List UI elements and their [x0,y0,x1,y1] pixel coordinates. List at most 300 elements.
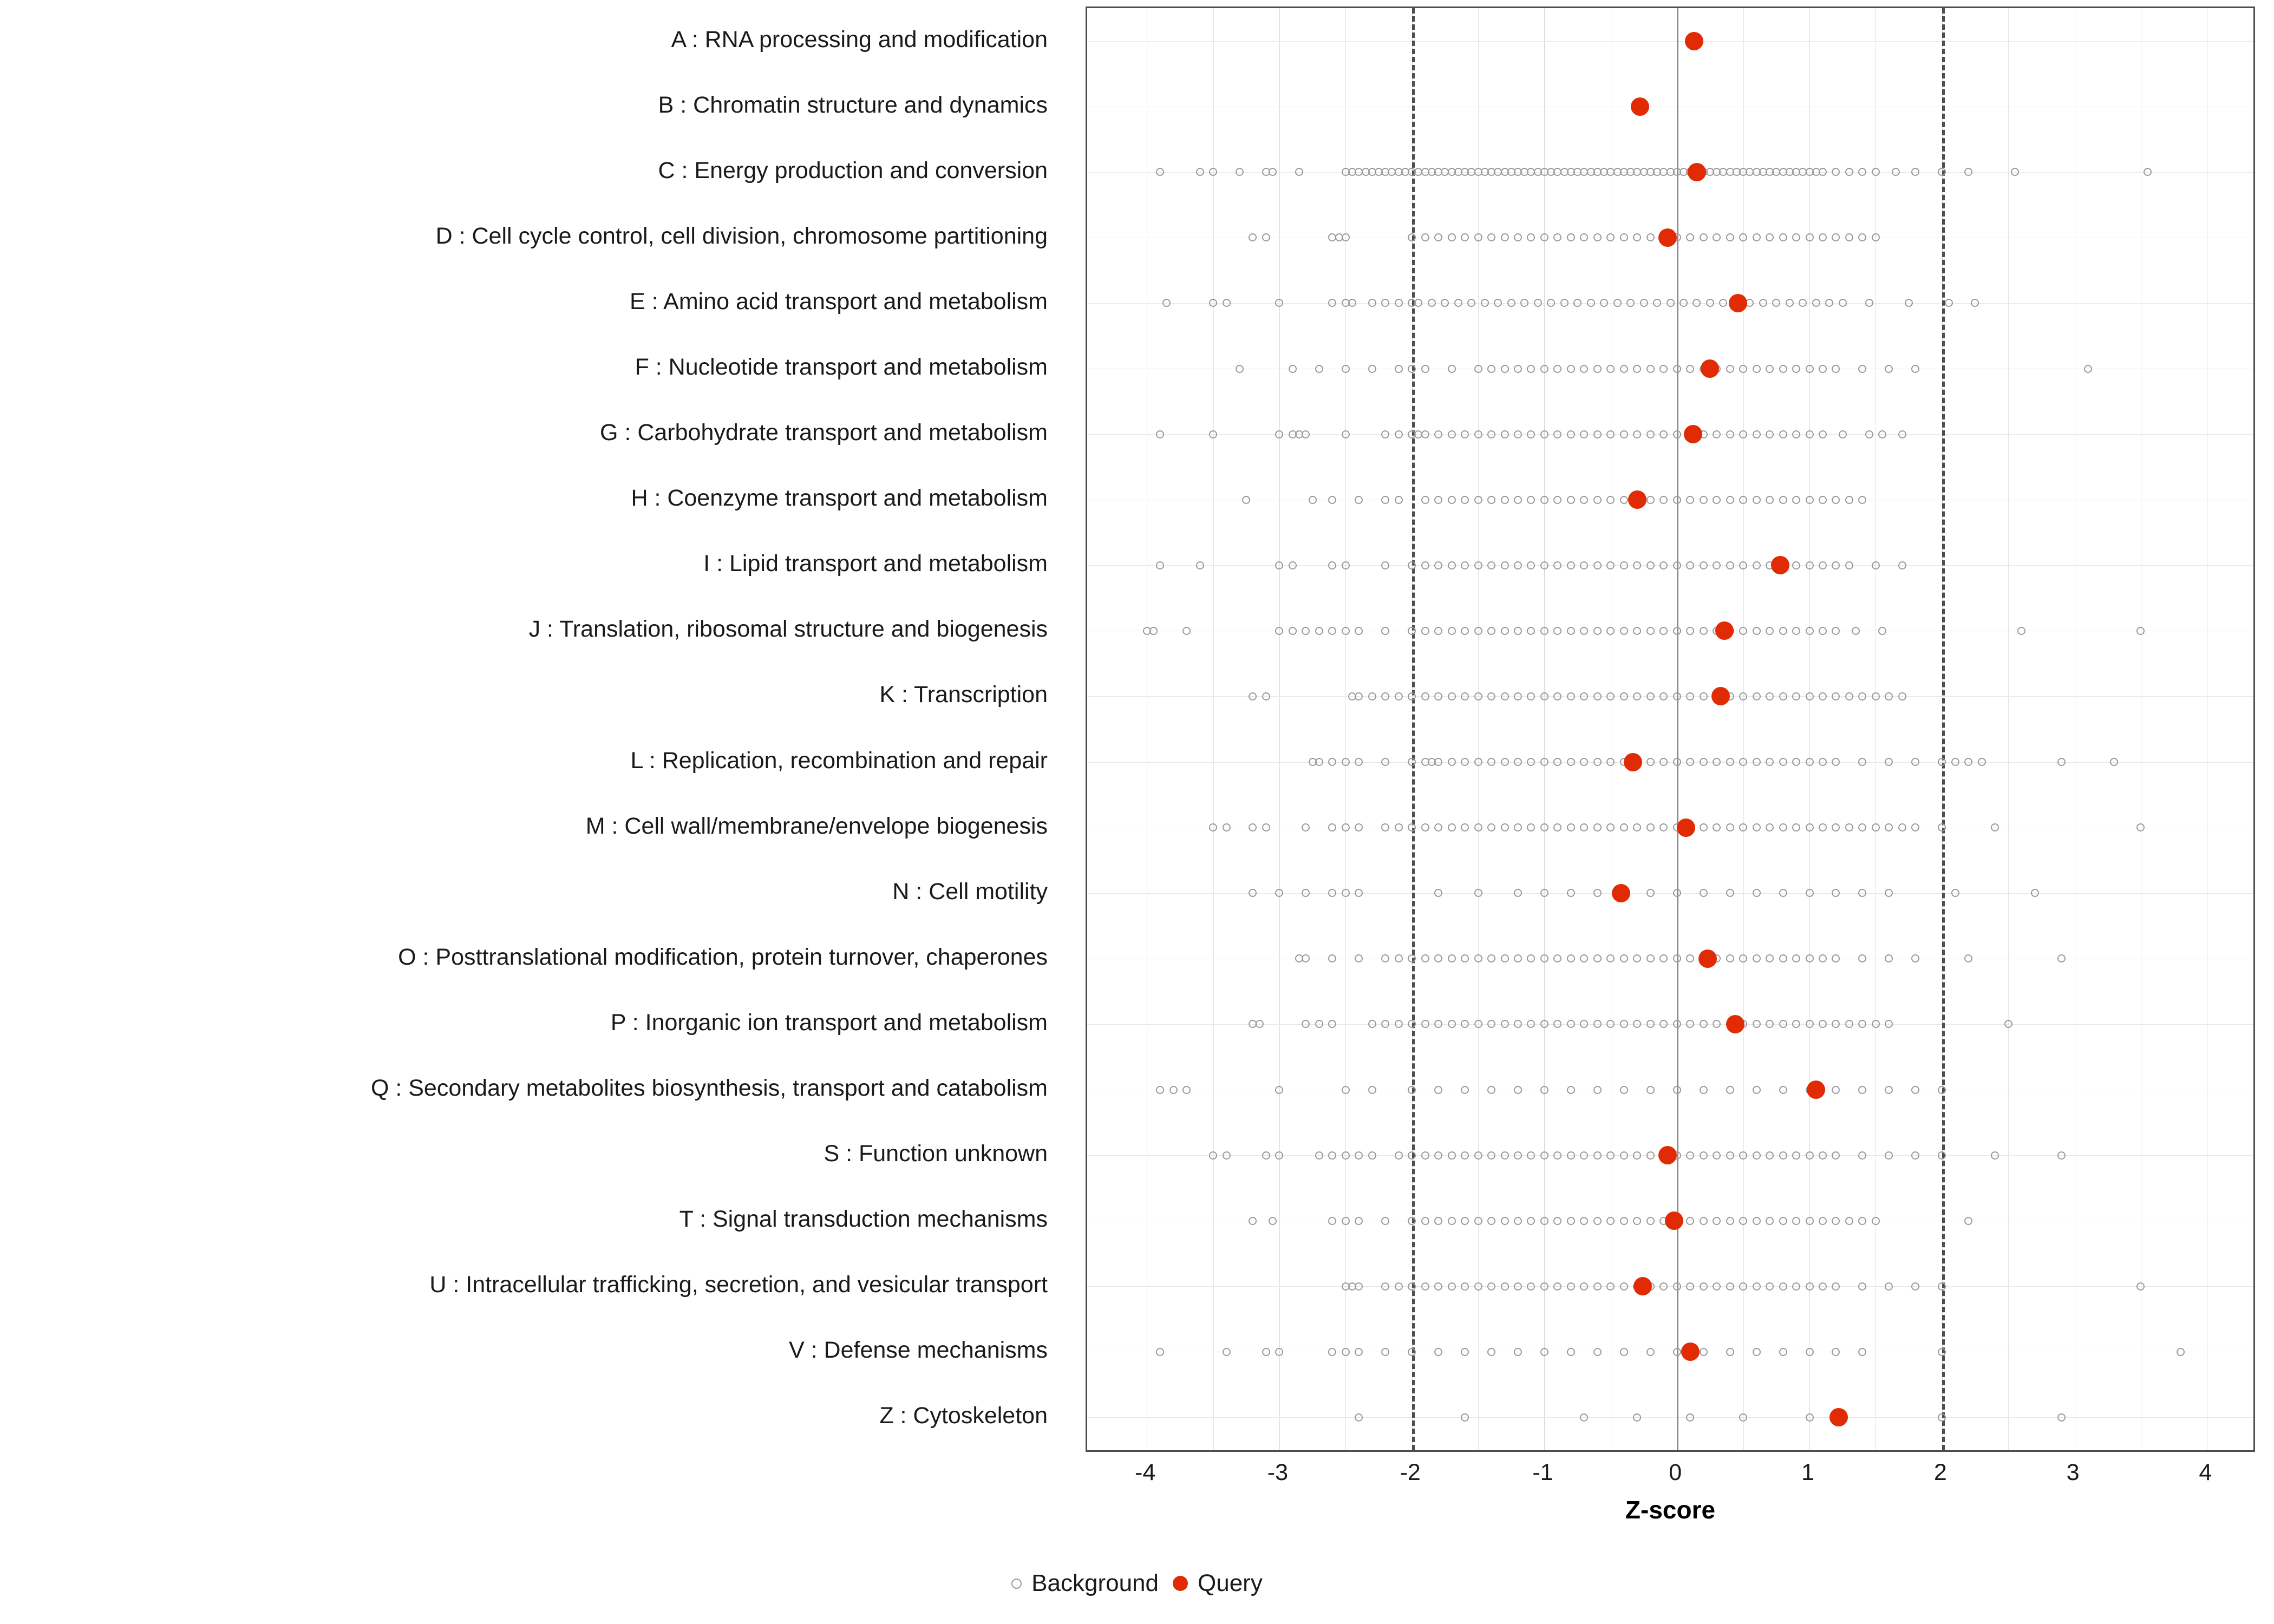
background-point [1951,889,1959,897]
background-point [1667,299,1675,307]
background-point [1474,758,1482,766]
background-point [1739,561,1747,569]
background-point [1434,496,1442,504]
background-point [1825,299,1833,307]
background-point [1414,299,1422,307]
background-point [1553,365,1561,373]
background-point [1474,823,1482,831]
background-point [1501,823,1509,831]
x-tick-label: -2 [1400,1459,1421,1485]
background-point [1713,496,1721,504]
background-point [1487,692,1495,700]
background-point [1348,299,1356,307]
background-point [1527,954,1535,962]
background-point [1700,1217,1708,1225]
background-point [1275,1348,1283,1356]
background-point [1792,1217,1800,1225]
background-point [1739,1151,1747,1160]
background-point [1806,561,1814,569]
background-point [1567,1151,1575,1160]
background-point [1315,365,1323,373]
background-point [1487,561,1495,569]
background-point [1779,1151,1787,1160]
category-label: S : Function unknown [824,1141,1048,1167]
background-point [2004,1020,2012,1028]
background-point [1766,1151,1774,1160]
background-point [1832,233,1840,241]
background-point [1487,627,1495,635]
background-point [1540,692,1548,700]
background-point [1620,823,1628,831]
background-point [1514,1282,1522,1291]
background-point [1739,1282,1747,1291]
background-point [1633,627,1641,635]
category-label: L : Replication, recombination and repair [630,747,1048,774]
background-point [1355,692,1363,700]
background-point [1461,1020,1469,1028]
background-point [1759,299,1767,307]
background-point [1514,627,1522,635]
background-point [1753,1282,1761,1291]
background-point [1448,430,1456,438]
background-point [1501,233,1509,241]
background-point [1911,954,1919,962]
background-point [1328,1217,1336,1225]
background-point [1911,1086,1919,1094]
background-point [1593,1086,1602,1094]
background-point [1149,627,1158,635]
background-point [1540,1151,1548,1160]
background-point [1501,561,1509,569]
background-point [1514,889,1522,897]
background-point [1434,692,1442,700]
background-point [1806,496,1814,504]
background-point [1421,954,1429,962]
background-point [1799,299,1807,307]
x-gridline [1544,8,1545,1450]
background-point [1686,365,1694,373]
background-point [1514,365,1522,373]
background-point [1620,430,1628,438]
background-point [1606,1020,1615,1028]
row-gridline [1087,434,2253,435]
background-point [1368,1151,1376,1160]
background-point [1209,430,1217,438]
background-point [1938,823,1946,831]
background-point [1806,430,1814,438]
background-point [1501,365,1509,373]
background-point [1606,758,1615,766]
background-point [1567,1217,1575,1225]
background-point [2110,758,2118,766]
background-point [1487,823,1495,831]
background-point [1819,627,1827,635]
background-point [1872,233,1880,241]
background-point [1700,692,1708,700]
row-gridline [1087,565,2253,566]
x-gridline-minor [1478,8,1479,1450]
background-point [1302,430,1310,438]
background-point [1196,168,1204,176]
background-point [1606,430,1615,438]
background-point [1766,1282,1774,1291]
background-point [1686,1282,1694,1291]
background-point [1858,233,1866,241]
background-point [1434,627,1442,635]
background-point [1448,627,1456,635]
background-point [1487,496,1495,504]
background-point [1408,561,1416,569]
background-point [1328,954,1336,962]
background-point [1381,823,1389,831]
background-point [1302,954,1310,962]
background-point [1865,299,1873,307]
background-point [1461,1151,1469,1160]
background-point [1646,758,1655,766]
query-point [1677,818,1695,837]
background-point [1726,954,1734,962]
background-point [1945,299,1953,307]
background-point [1686,1413,1694,1422]
query-point [1658,1146,1677,1164]
x-tick-label: 4 [2199,1459,2212,1485]
background-point [1249,889,1257,897]
background-point [1328,299,1336,307]
background-point [1905,299,1913,307]
background-point [1898,823,1906,831]
background-point [1580,1282,1588,1291]
background-point [1845,1020,1853,1028]
background-point [1169,1086,1178,1094]
x-tick-label: 0 [1669,1459,1682,1485]
background-point [1461,1348,1469,1356]
background-point [2144,168,2152,176]
background-point [1368,692,1376,700]
background-point [1395,1282,1403,1291]
background-point [1659,365,1668,373]
background-point [1487,233,1495,241]
background-point [1806,1348,1814,1356]
background-point [1434,758,1442,766]
category-label: I : Lipid transport and metabolism [703,551,1048,577]
background-point [1381,1217,1389,1225]
legend-item-query [1173,1570,1263,1597]
background-point [1540,1086,1548,1094]
background-point [1342,1217,1350,1225]
background-point [1673,1086,1681,1094]
background-point [1700,1282,1708,1291]
background-point [1395,823,1403,831]
background-point [1726,823,1734,831]
background-point [1819,758,1827,766]
background-point [1275,889,1283,897]
background-point [1381,299,1389,307]
background-point [1858,758,1866,766]
background-point [1832,496,1840,504]
background-point [1726,758,1734,766]
background-point [1819,692,1827,700]
background-point [1600,299,1608,307]
background-point [1381,561,1389,569]
background-point [1673,430,1681,438]
background-point [1753,1217,1761,1225]
background-point [1673,561,1681,569]
x-gridline-minor [1345,8,1346,1450]
background-point [1355,758,1363,766]
background-point [1832,1020,1840,1028]
background-point [1182,627,1191,635]
background-point [1806,823,1814,831]
background-point [1858,168,1866,176]
background-point [1713,1282,1721,1291]
background-point [1408,1151,1416,1160]
background-point [1342,627,1350,635]
background-point [2177,1348,2185,1356]
background-point [1553,823,1561,831]
background-point [1520,299,1528,307]
background-point [1501,692,1509,700]
background-point [1527,561,1535,569]
category-label: O : Posttranslational modification, protein turnover, chaperones [398,944,1048,970]
background-point [1779,1020,1787,1028]
background-point [1580,954,1588,962]
background-point [1560,299,1569,307]
background-point [1706,299,1714,307]
background-point [1646,1020,1655,1028]
background-point [1726,365,1734,373]
background-point [1885,365,1893,373]
background-point [1540,823,1548,831]
background-point [1700,627,1708,635]
background-point [1461,692,1469,700]
background-point [1553,758,1561,766]
background-point [1448,233,1456,241]
background-point [2011,168,2019,176]
background-point [1700,758,1708,766]
background-point [1819,1151,1827,1160]
background-point [1726,496,1734,504]
background-point [1646,430,1655,438]
background-point [1223,1348,1231,1356]
background-point [1501,954,1509,962]
background-point [1832,692,1840,700]
background-point [1342,430,1350,438]
background-point [1593,496,1602,504]
background-point [1448,496,1456,504]
background-point [1461,561,1469,569]
background-point [1461,1282,1469,1291]
background-point [1408,758,1416,766]
background-point [1646,561,1655,569]
background-point [1275,430,1283,438]
background-point [1395,1151,1403,1160]
background-point [1646,1217,1655,1225]
background-point [1991,823,1999,831]
background-point [1162,299,1171,307]
background-point [1448,954,1456,962]
background-point [1779,1282,1787,1291]
background-point [1474,365,1482,373]
background-point [1487,430,1495,438]
background-point [1832,168,1840,176]
background-point [1786,299,1794,307]
background-point [1659,823,1668,831]
background-point [1421,692,1429,700]
category-label: T : Signal transduction mechanisms [679,1206,1048,1233]
background-point [1434,1086,1442,1094]
background-point [1964,1217,1972,1225]
background-point [1223,823,1231,831]
background-point [1646,233,1655,241]
background-point [1739,692,1747,700]
background-point [1514,1086,1522,1094]
background-point [1872,1217,1880,1225]
background-point [1964,954,1972,962]
background-point [1659,561,1668,569]
background-point [1328,1151,1336,1160]
background-point [1686,692,1694,700]
background-point [1753,430,1761,438]
background-point [1501,1020,1509,1028]
background-point [1606,692,1615,700]
background-point [1620,561,1628,569]
background-point [1454,299,1462,307]
background-point [1713,1020,1721,1028]
background-point [1381,1348,1389,1356]
background-point [1553,430,1561,438]
background-point [1421,233,1429,241]
background-point [1766,758,1774,766]
background-point [1580,823,1588,831]
background-point [1580,627,1588,635]
background-point [1467,299,1475,307]
background-point [1673,692,1681,700]
background-point [1553,561,1561,569]
background-point [1381,430,1389,438]
background-point [1806,1151,1814,1160]
query-point [1631,97,1649,116]
background-point [1434,954,1442,962]
background-point [1236,365,1244,373]
background-point [1501,430,1509,438]
background-point [1289,627,1297,635]
background-point [1739,1413,1747,1422]
background-point [1646,1086,1655,1094]
background-point [1726,1086,1734,1094]
background-point [1792,758,1800,766]
background-point [1355,1151,1363,1160]
background-point [1726,561,1734,569]
background-point [1739,954,1747,962]
background-point [1620,1217,1628,1225]
query-point [1633,1277,1652,1295]
background-point [1368,299,1376,307]
background-point [1395,430,1403,438]
background-point [1713,1217,1721,1225]
background-point [1858,1282,1866,1291]
background-point [1553,1020,1561,1028]
background-point [1700,1151,1708,1160]
background-point [1819,496,1827,504]
background-point [1700,823,1708,831]
background-point [1553,954,1561,962]
background-point [1819,430,1827,438]
background-point [1606,496,1615,504]
background-point [1567,496,1575,504]
background-point [1792,954,1800,962]
row-gridline [1087,893,2253,894]
background-point [1626,299,1635,307]
background-point [1381,627,1389,635]
background-point [1806,954,1814,962]
background-point [1858,1151,1866,1160]
background-point [1858,1348,1866,1356]
background-point [1527,233,1535,241]
background-point [1434,889,1442,897]
legend-item-background [1011,1570,1159,1597]
background-point [1938,168,1946,176]
background-point [1514,1217,1522,1225]
background-point [1593,1151,1602,1160]
background-point [1567,889,1575,897]
background-point [1262,1151,1270,1160]
background-point [1659,1020,1668,1028]
query-point [1771,556,1789,574]
query-point [1726,1015,1744,1033]
background-point [1686,233,1694,241]
background-point [1448,823,1456,831]
background-point [1858,365,1866,373]
background-point [1938,1282,1946,1291]
background-point [1434,430,1442,438]
background-point [1892,168,1900,176]
x-tick-label: 3 [2066,1459,2080,1485]
background-point [1342,233,1350,241]
background-point [1593,1217,1602,1225]
background-point [1713,561,1721,569]
background-point [1421,627,1429,635]
background-point [1580,1151,1588,1160]
query-point [1688,163,1706,181]
background-point [1606,365,1615,373]
background-point [1448,692,1456,700]
background-point [1553,1217,1561,1225]
background-point [1381,758,1389,766]
background-point [1315,627,1323,635]
background-point [1342,889,1350,897]
background-point [1448,758,1456,766]
background-point [1242,496,1250,504]
background-point [1428,299,1436,307]
background-point [1606,1282,1615,1291]
background-point [1659,758,1668,766]
category-label: A : RNA processing and modification [671,26,1048,53]
category-label: C : Energy production and conversion [658,157,1048,184]
background-point [1328,496,1336,504]
background-point [1620,365,1628,373]
background-point [1540,1282,1548,1291]
background-point [1620,496,1628,504]
background-point [1686,561,1694,569]
chart-legend [0,1570,2274,1597]
background-point [1474,954,1482,962]
background-point [1156,561,1164,569]
background-point [1646,496,1655,504]
background-point [1620,692,1628,700]
background-point [1156,1086,1164,1094]
background-point [1673,1020,1681,1028]
background-point [1806,1217,1814,1225]
